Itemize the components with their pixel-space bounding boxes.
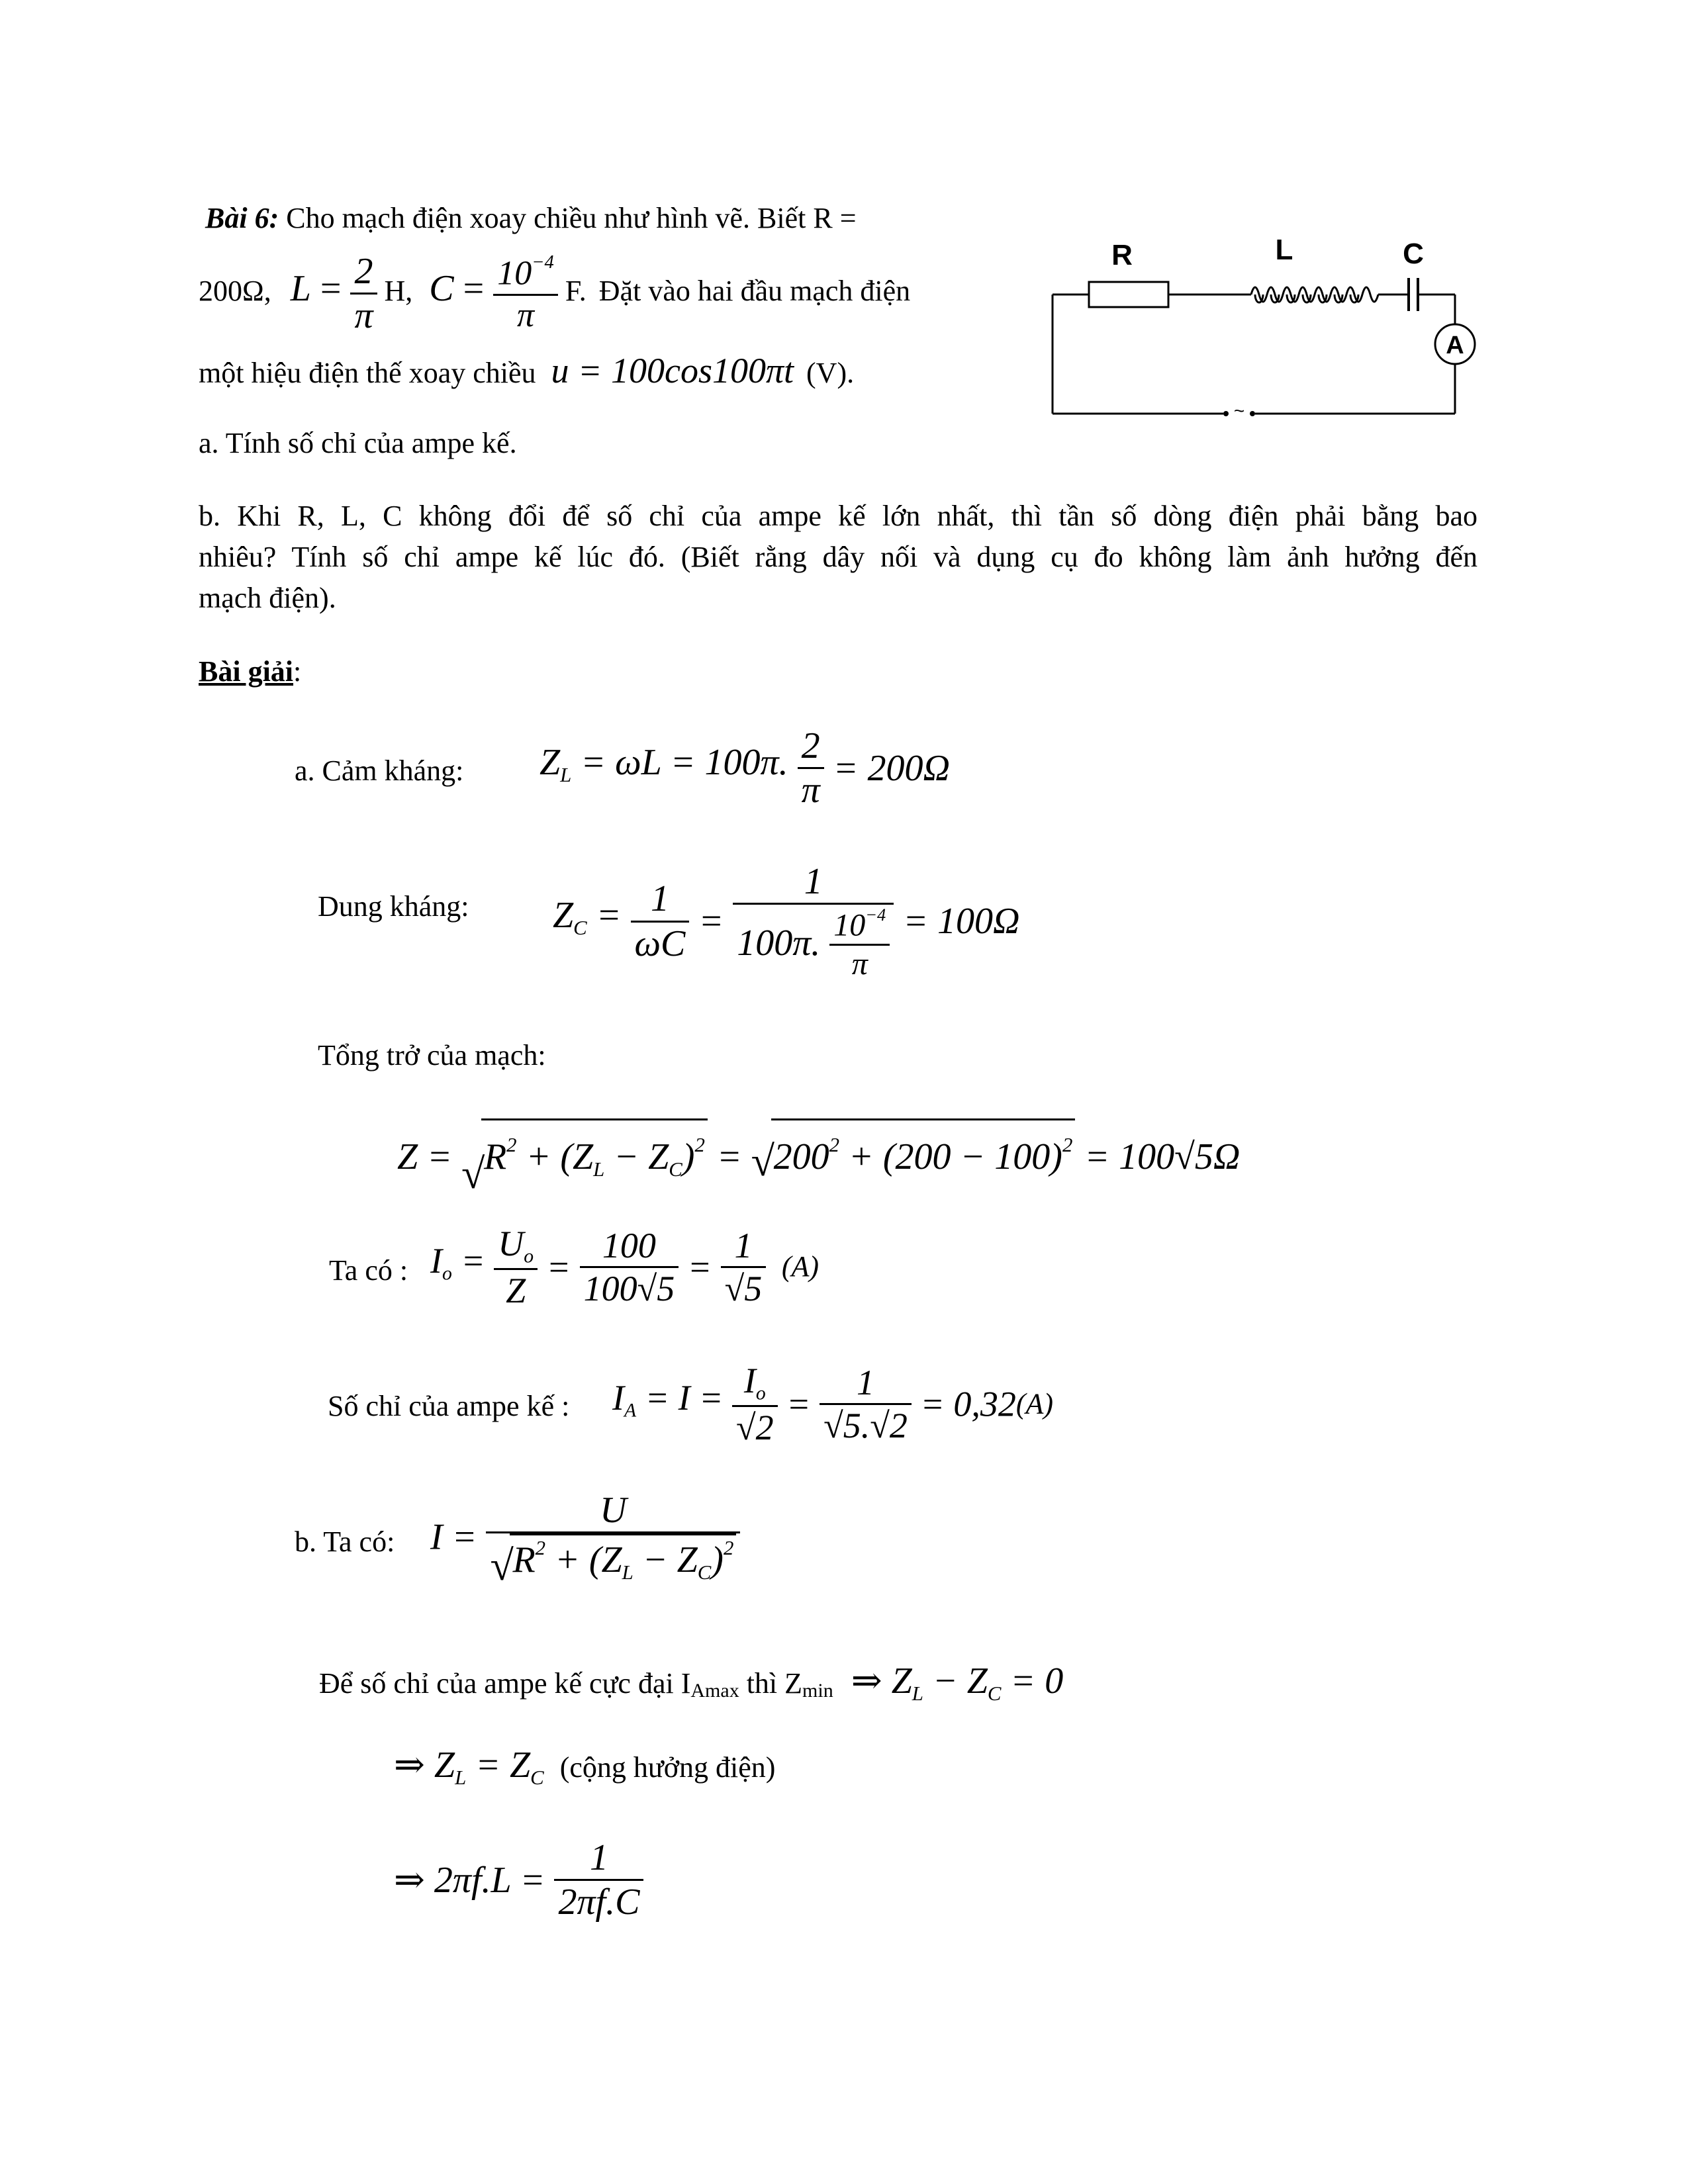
b-label: b. Ta có: [295, 1525, 395, 1558]
ac-source-symbol: ~ [1233, 400, 1245, 421]
reactance-l-label: a. Cảm kháng: [295, 754, 464, 787]
source-terminal-right [1250, 411, 1255, 416]
given-c-unit: F. [565, 274, 586, 307]
ia-prefix: Số chỉ của ampe kế : [328, 1390, 570, 1422]
io-prefix: Ta có : [329, 1254, 408, 1287]
io-fraction-2: $\frac{100}{100√5}$ [580, 1225, 679, 1309]
io-fraction-3: $\frac{1}{√5}$ [721, 1225, 767, 1309]
reactance-l-formula: $Z_L = \omega L = 100\pi$. $\frac{2}{\pi}$ = 200Ω [539, 725, 950, 811]
label-r: R [1111, 239, 1133, 271]
frequency-equation: ⇒ 2πf.L = $\frac{1}{2\pi f.C}$ [394, 1837, 643, 1924]
problem-line-3 [199, 351, 854, 393]
condition-line: Để số chỉ của ampe kế cực đại IAmax thì Zmin ⇒ $Z_L - Z_C = 0$ [319, 1661, 1064, 1705]
problem-line1-text: Cho mạch điện xoay chiều như hình vẽ. Biết R = [286, 202, 857, 234]
b-fraction: U √ $R^2 + (Z_L - Z_C)^2$ [486, 1489, 740, 1585]
reactance-c-fraction-1: $\frac{1}{\omega C}$ [631, 878, 690, 965]
resonance-line: ⇒ $Z_L = Z_C$ (cộng hưởng điện) [394, 1745, 776, 1789]
source-terminal-left [1223, 411, 1229, 416]
problem-line-2: 200Ω, L = $\frac{2}{\pi}$ H, C = $\frac{10^{-4}}{\pi}$ F. Đặt vào hai đầu mạch điện [199, 251, 911, 337]
solution-heading: Bài giải: [199, 655, 302, 688]
problem-line3-text: một hiệu điện thế xoay chiều [199, 357, 536, 389]
problem-line2-tail: Đặt vào hai đầu mạch điện [598, 274, 911, 307]
voltage-formula: u = 100cos100πt [551, 351, 794, 390]
frequency-fraction: $\frac{1}{2\pi f.C}$ [554, 1837, 643, 1924]
label-l: L [1275, 234, 1293, 266]
question-a: a. Tính số chỉ của ampe kế. [199, 427, 517, 459]
problem-label: Bài 6: [205, 202, 279, 234]
resistor-symbol [1089, 282, 1168, 307]
label-c: C [1403, 238, 1424, 270]
reactance-c-label: Dung kháng: [318, 890, 469, 923]
question-b-line-3: mạch điện). [199, 582, 336, 614]
given-l-unit: H, [384, 274, 413, 307]
question-b-line-2: nhiêu? Tính số chỉ ampe kế lúc đó. (Biết rằng dây nối và dụng cụ đo không làm ảnh hưởng đến [199, 541, 1477, 573]
b-formula: I = U √ $R^2 + (Z_L - Z_C)^2$ [430, 1489, 740, 1585]
reactance-l-fraction: $\frac{2}{\pi}$ [798, 725, 824, 812]
ia-formula: $I_A = I$ = $\frac{I_o}{√2}$ = $\frac{1}{√5.√2}$ = 0,32(A) [612, 1361, 1054, 1447]
reactance-c-fraction-2: 1 100π. $\frac{10^{-4}}{\pi}$ [733, 860, 894, 982]
io-formula: $I_o$ = $\frac{U_o}{Z}$ = $\frac{100}{100√5}$ = $\frac{1}{√5}$ (A) [430, 1224, 819, 1310]
voltage-unit: (V). [806, 357, 855, 389]
reactance-c-formula: $Z_C$ = $\frac{1}{\omega C}$ = 1 100π. $\frac{10^{-4}}{\pi}$ = 100Ω [553, 861, 1020, 982]
given-l-fraction: $\frac{2}{\pi}$ [350, 250, 377, 338]
impedance-label: Tổng trở của mạch: [318, 1039, 546, 1071]
given-c-fraction: $\frac{10^{-4}}{\pi}$ [493, 252, 558, 335]
problem-line-1 [205, 199, 1000, 238]
circuit-diagram [1046, 232, 1509, 424]
ia-fraction-2: $\frac{1}{√5.√2}$ [820, 1362, 912, 1446]
io-fraction-1: $\frac{U_o}{Z}$ [494, 1223, 538, 1311]
impedance-formula: Z = √ $R^2 + (Z_L - Z_C)^2$ = √ $200^2 + (200 - 100)^2 = 100√5\Omega$ [397, 1118, 1240, 1193]
ia-fraction-1: $\frac{I_o}{√2}$ [732, 1360, 778, 1448]
given-r: 200Ω, [199, 274, 271, 307]
ammeter-label: A [1446, 332, 1464, 359]
question-b-line-1: b. Khi R, L, C không đổi để số chỉ của ampe kế lớn nhất, thì tần số dòng điện phải bằng bao [199, 500, 1477, 532]
